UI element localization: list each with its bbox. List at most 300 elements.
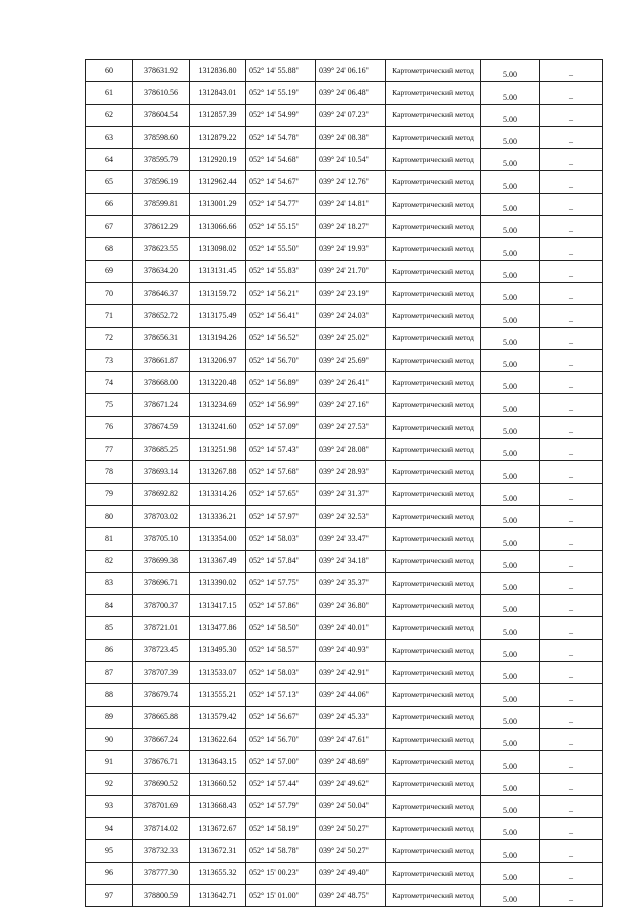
latitude-cell: 052° 14' 57.44": [246, 773, 316, 795]
longitude-cell: 039° 24' 40.01": [316, 617, 386, 639]
latitude-cell: 052° 14' 58.57": [246, 639, 316, 661]
point-number-cell: 85: [86, 617, 133, 639]
error-cell: 5.00: [481, 171, 540, 193]
point-number-cell: 65: [86, 171, 133, 193]
y-coordinate-cell: 1313660.52: [190, 773, 246, 795]
longitude-cell: 039° 24' 25.02": [316, 327, 386, 349]
description-cell: –: [540, 171, 603, 193]
x-coordinate-cell: 378661.87: [133, 349, 190, 371]
point-number-cell: 94: [86, 818, 133, 840]
error-cell: 5.00: [481, 305, 540, 327]
method-cell: Картометрический метод: [386, 104, 481, 126]
error-cell: 5.00: [481, 483, 540, 505]
latitude-cell: 052° 14' 57.84": [246, 550, 316, 572]
longitude-cell: 039° 24' 07.23": [316, 104, 386, 126]
latitude-cell: 052° 14' 56.70": [246, 349, 316, 371]
description-cell: –: [540, 416, 603, 438]
error-cell: 5.00: [481, 862, 540, 884]
y-coordinate-cell: 1313194.26: [190, 327, 246, 349]
table-row: [86, 662, 603, 684]
y-coordinate-cell: 1313672.31: [190, 840, 246, 862]
error-cell: 5.00: [481, 572, 540, 594]
longitude-cell: 039° 24' 27.53": [316, 416, 386, 438]
y-coordinate-cell: 1313533.07: [190, 662, 246, 684]
x-coordinate-cell: 378700.37: [133, 595, 190, 617]
method-cell: Картометрический метод: [386, 260, 481, 282]
error-cell: 5.00: [481, 126, 540, 148]
y-coordinate-cell: 1313354.00: [190, 528, 246, 550]
description-cell: –: [540, 260, 603, 282]
x-coordinate-cell: 378679.74: [133, 684, 190, 706]
latitude-cell: 052° 14' 57.86": [246, 595, 316, 617]
x-coordinate-cell: 378656.31: [133, 327, 190, 349]
longitude-cell: 039° 24' 47.61": [316, 728, 386, 750]
latitude-cell: 052° 14' 57.79": [246, 795, 316, 817]
error-cell: 5.00: [481, 104, 540, 126]
table-row: [86, 795, 603, 817]
longitude-cell: 039° 24' 23.19": [316, 282, 386, 304]
coordinates-table-body: [86, 60, 603, 907]
x-coordinate-cell: 378674.59: [133, 416, 190, 438]
error-cell: 5.00: [481, 662, 540, 684]
method-cell: Картометрический метод: [386, 216, 481, 238]
table-row: [86, 305, 603, 327]
point-number-cell: 95: [86, 840, 133, 862]
method-cell: Картометрический метод: [386, 171, 481, 193]
error-cell: 5.00: [481, 595, 540, 617]
x-coordinate-cell: 378732.33: [133, 840, 190, 862]
y-coordinate-cell: 1313579.42: [190, 706, 246, 728]
latitude-cell: 052° 14' 57.65": [246, 483, 316, 505]
x-coordinate-cell: 378612.29: [133, 216, 190, 238]
latitude-cell: 052° 14' 57.00": [246, 751, 316, 773]
method-cell: Картометрический метод: [386, 617, 481, 639]
description-cell: –: [540, 706, 603, 728]
method-cell: Картометрический метод: [386, 282, 481, 304]
method-cell: Картометрический метод: [386, 550, 481, 572]
latitude-cell: 052° 14' 55.50": [246, 238, 316, 260]
description-cell: –: [540, 483, 603, 505]
method-cell: Картометрический метод: [386, 238, 481, 260]
method-cell: Картометрический метод: [386, 82, 481, 104]
table-row: [86, 840, 603, 862]
y-coordinate-cell: 1313159.72: [190, 282, 246, 304]
error-cell: 5.00: [481, 372, 540, 394]
point-number-cell: 62: [86, 104, 133, 126]
table-row: [86, 572, 603, 594]
x-coordinate-cell: 378667.24: [133, 728, 190, 750]
longitude-cell: 039° 24' 12.76": [316, 171, 386, 193]
x-coordinate-cell: 378705.10: [133, 528, 190, 550]
method-cell: Картометрический метод: [386, 862, 481, 884]
point-number-cell: 78: [86, 461, 133, 483]
description-cell: –: [540, 884, 603, 906]
table-row: [86, 505, 603, 527]
y-coordinate-cell: 1312857.39: [190, 104, 246, 126]
error-cell: 5.00: [481, 528, 540, 550]
table-row: [86, 595, 603, 617]
longitude-cell: 039° 24' 49.62": [316, 773, 386, 795]
table-row: [86, 171, 603, 193]
y-coordinate-cell: 1313175.49: [190, 305, 246, 327]
error-cell: 5.00: [481, 416, 540, 438]
error-cell: 5.00: [481, 751, 540, 773]
point-number-cell: 71: [86, 305, 133, 327]
point-number-cell: 91: [86, 751, 133, 773]
description-cell: –: [540, 82, 603, 104]
method-cell: Картометрический метод: [386, 795, 481, 817]
error-cell: 5.00: [481, 706, 540, 728]
description-cell: –: [540, 394, 603, 416]
longitude-cell: 039° 24' 19.93": [316, 238, 386, 260]
coordinates-table: [85, 59, 603, 907]
method-cell: Картометрический метод: [386, 193, 481, 215]
description-cell: –: [540, 305, 603, 327]
method-cell: Картометрический метод: [386, 595, 481, 617]
error-cell: 5.00: [481, 773, 540, 795]
longitude-cell: 039° 24' 28.93": [316, 461, 386, 483]
y-coordinate-cell: 1313267.88: [190, 461, 246, 483]
point-number-cell: 68: [86, 238, 133, 260]
longitude-cell: 039° 24' 45.33": [316, 706, 386, 728]
y-coordinate-cell: 1313001.29: [190, 193, 246, 215]
table-row: [86, 349, 603, 371]
x-coordinate-cell: 378599.81: [133, 193, 190, 215]
latitude-cell: 052° 14' 56.89": [246, 372, 316, 394]
latitude-cell: 052° 14' 54.99": [246, 104, 316, 126]
error-cell: 5.00: [481, 394, 540, 416]
point-number-cell: 90: [86, 728, 133, 750]
method-cell: Картометрический метод: [386, 639, 481, 661]
longitude-cell: 039° 24' 50.27": [316, 840, 386, 862]
x-coordinate-cell: 378604.54: [133, 104, 190, 126]
method-cell: Картометрический метод: [386, 483, 481, 505]
point-number-cell: 67: [86, 216, 133, 238]
error-cell: 5.00: [481, 550, 540, 572]
error-cell: 5.00: [481, 728, 540, 750]
error-cell: 5.00: [481, 461, 540, 483]
table-row: [86, 126, 603, 148]
y-coordinate-cell: 1312843.01: [190, 82, 246, 104]
y-coordinate-cell: 1313206.97: [190, 349, 246, 371]
longitude-cell: 039° 24' 35.37": [316, 572, 386, 594]
table-row: [86, 550, 603, 572]
point-number-cell: 92: [86, 773, 133, 795]
x-coordinate-cell: 378699.38: [133, 550, 190, 572]
table-row: [86, 216, 603, 238]
point-number-cell: 97: [86, 884, 133, 906]
table-row: [86, 884, 603, 906]
latitude-cell: 052° 14' 56.67": [246, 706, 316, 728]
method-cell: Картометрический метод: [386, 728, 481, 750]
table-row: [86, 416, 603, 438]
latitude-cell: 052° 14' 54.67": [246, 171, 316, 193]
latitude-cell: 052° 14' 55.19": [246, 82, 316, 104]
x-coordinate-cell: 378595.79: [133, 149, 190, 171]
table-row: [86, 862, 603, 884]
table-row: [86, 238, 603, 260]
latitude-cell: 052° 14' 54.77": [246, 193, 316, 215]
y-coordinate-cell: 1313367.49: [190, 550, 246, 572]
latitude-cell: 052° 14' 58.19": [246, 818, 316, 840]
error-cell: 5.00: [481, 282, 540, 304]
point-number-cell: 79: [86, 483, 133, 505]
point-number-cell: 70: [86, 282, 133, 304]
method-cell: Картометрический метод: [386, 305, 481, 327]
table-row: [86, 439, 603, 461]
point-number-cell: 77: [86, 439, 133, 461]
longitude-cell: 039° 24' 06.16": [316, 60, 386, 82]
y-coordinate-cell: 1313417.15: [190, 595, 246, 617]
latitude-cell: 052° 14' 58.03": [246, 662, 316, 684]
table-row: [86, 617, 603, 639]
point-number-cell: 61: [86, 82, 133, 104]
method-cell: Картометрический метод: [386, 149, 481, 171]
longitude-cell: 039° 24' 48.75": [316, 884, 386, 906]
point-number-cell: 64: [86, 149, 133, 171]
table-row: [86, 104, 603, 126]
y-coordinate-cell: 1312920.19: [190, 149, 246, 171]
method-cell: Картометрический метод: [386, 394, 481, 416]
point-number-cell: 80: [86, 505, 133, 527]
y-coordinate-cell: 1312836.80: [190, 60, 246, 82]
x-coordinate-cell: 378631.92: [133, 60, 190, 82]
y-coordinate-cell: 1313668.43: [190, 795, 246, 817]
latitude-cell: 052° 14' 54.78": [246, 126, 316, 148]
table-row: [86, 149, 603, 171]
table-row: [86, 394, 603, 416]
method-cell: Картометрический метод: [386, 461, 481, 483]
error-cell: 5.00: [481, 884, 540, 906]
x-coordinate-cell: 378671.24: [133, 394, 190, 416]
description-cell: –: [540, 662, 603, 684]
point-number-cell: 96: [86, 862, 133, 884]
point-number-cell: 66: [86, 193, 133, 215]
y-coordinate-cell: 1313495.30: [190, 639, 246, 661]
y-coordinate-cell: 1313622.64: [190, 728, 246, 750]
x-coordinate-cell: 378777.30: [133, 862, 190, 884]
table-row: [86, 260, 603, 282]
x-coordinate-cell: 378693.14: [133, 461, 190, 483]
error-cell: 5.00: [481, 149, 540, 171]
method-cell: Картометрический метод: [386, 884, 481, 906]
latitude-cell: 052° 14' 56.70": [246, 728, 316, 750]
point-number-cell: 84: [86, 595, 133, 617]
description-cell: –: [540, 840, 603, 862]
description-cell: –: [540, 60, 603, 82]
latitude-cell: 052° 14' 57.43": [246, 439, 316, 461]
point-number-cell: 60: [86, 60, 133, 82]
longitude-cell: 039° 24' 06.48": [316, 82, 386, 104]
x-coordinate-cell: 378701.69: [133, 795, 190, 817]
longitude-cell: 039° 24' 44.06": [316, 684, 386, 706]
method-cell: Картометрический метод: [386, 60, 481, 82]
y-coordinate-cell: 1313336.21: [190, 505, 246, 527]
x-coordinate-cell: 378665.88: [133, 706, 190, 728]
table-row: [86, 372, 603, 394]
x-coordinate-cell: 378696.71: [133, 572, 190, 594]
longitude-cell: 039° 24' 50.04": [316, 795, 386, 817]
description-cell: –: [540, 862, 603, 884]
description-cell: –: [540, 149, 603, 171]
y-coordinate-cell: 1313642.71: [190, 884, 246, 906]
latitude-cell: 052° 14' 54.68": [246, 149, 316, 171]
method-cell: Картометрический метод: [386, 505, 481, 527]
point-number-cell: 93: [86, 795, 133, 817]
x-coordinate-cell: 378668.00: [133, 372, 190, 394]
y-coordinate-cell: 1313220.48: [190, 372, 246, 394]
x-coordinate-cell: 378598.60: [133, 126, 190, 148]
y-coordinate-cell: 1313314.26: [190, 483, 246, 505]
method-cell: Картометрический метод: [386, 840, 481, 862]
table-row: [86, 639, 603, 661]
latitude-cell: 052° 14' 55.83": [246, 260, 316, 282]
error-cell: 5.00: [481, 639, 540, 661]
y-coordinate-cell: 1313066.66: [190, 216, 246, 238]
x-coordinate-cell: 378685.25: [133, 439, 190, 461]
y-coordinate-cell: 1313241.60: [190, 416, 246, 438]
y-coordinate-cell: 1313672.67: [190, 818, 246, 840]
x-coordinate-cell: 378596.19: [133, 171, 190, 193]
table-row: [86, 282, 603, 304]
error-cell: 5.00: [481, 60, 540, 82]
point-number-cell: 73: [86, 349, 133, 371]
method-cell: Картометрический метод: [386, 439, 481, 461]
longitude-cell: 039° 24' 49.40": [316, 862, 386, 884]
longitude-cell: 039° 24' 10.54": [316, 149, 386, 171]
x-coordinate-cell: 378676.71: [133, 751, 190, 773]
point-number-cell: 88: [86, 684, 133, 706]
y-coordinate-cell: 1313251.98: [190, 439, 246, 461]
description-cell: –: [540, 193, 603, 215]
longitude-cell: 039° 24' 21.70": [316, 260, 386, 282]
longitude-cell: 039° 24' 42.91": [316, 662, 386, 684]
longitude-cell: 039° 24' 25.69": [316, 349, 386, 371]
method-cell: Картометрический метод: [386, 751, 481, 773]
x-coordinate-cell: 378692.82: [133, 483, 190, 505]
description-cell: –: [540, 505, 603, 527]
latitude-cell: 052° 15' 01.00": [246, 884, 316, 906]
x-coordinate-cell: 378623.55: [133, 238, 190, 260]
longitude-cell: 039° 24' 31.37": [316, 483, 386, 505]
description-cell: –: [540, 572, 603, 594]
description-cell: –: [540, 327, 603, 349]
description-cell: –: [540, 349, 603, 371]
table-row: [86, 751, 603, 773]
description-cell: –: [540, 617, 603, 639]
point-number-cell: 63: [86, 126, 133, 148]
error-cell: 5.00: [481, 818, 540, 840]
x-coordinate-cell: 378634.20: [133, 260, 190, 282]
description-cell: –: [540, 728, 603, 750]
x-coordinate-cell: 378714.02: [133, 818, 190, 840]
latitude-cell: 052° 14' 57.09": [246, 416, 316, 438]
y-coordinate-cell: 1313655.32: [190, 862, 246, 884]
x-coordinate-cell: 378610.56: [133, 82, 190, 104]
latitude-cell: 052° 14' 56.41": [246, 305, 316, 327]
x-coordinate-cell: 378707.39: [133, 662, 190, 684]
longitude-cell: 039° 24' 36.80": [316, 595, 386, 617]
point-number-cell: 75: [86, 394, 133, 416]
point-number-cell: 83: [86, 572, 133, 594]
latitude-cell: 052° 14' 57.13": [246, 684, 316, 706]
y-coordinate-cell: 1313131.45: [190, 260, 246, 282]
point-number-cell: 89: [86, 706, 133, 728]
latitude-cell: 052° 15' 00.23": [246, 862, 316, 884]
error-cell: 5.00: [481, 505, 540, 527]
longitude-cell: 039° 24' 33.47": [316, 528, 386, 550]
table-row: [86, 773, 603, 795]
longitude-cell: 039° 24' 27.16": [316, 394, 386, 416]
longitude-cell: 039° 24' 50.27": [316, 818, 386, 840]
description-cell: –: [540, 126, 603, 148]
y-coordinate-cell: 1313098.02: [190, 238, 246, 260]
table-row: [86, 60, 603, 82]
y-coordinate-cell: 1313643.15: [190, 751, 246, 773]
point-number-cell: 74: [86, 372, 133, 394]
longitude-cell: 039° 24' 24.03": [316, 305, 386, 327]
latitude-cell: 052° 14' 56.21": [246, 282, 316, 304]
table-row: [86, 684, 603, 706]
description-cell: –: [540, 550, 603, 572]
x-coordinate-cell: 378723.45: [133, 639, 190, 661]
error-cell: 5.00: [481, 349, 540, 371]
description-cell: –: [540, 104, 603, 126]
longitude-cell: 039° 24' 48.69": [316, 751, 386, 773]
table-row: [86, 483, 603, 505]
description-cell: –: [540, 818, 603, 840]
longitude-cell: 039° 24' 34.18": [316, 550, 386, 572]
description-cell: –: [540, 528, 603, 550]
error-cell: 5.00: [481, 216, 540, 238]
error-cell: 5.00: [481, 795, 540, 817]
longitude-cell: 039° 24' 28.08": [316, 439, 386, 461]
point-number-cell: 72: [86, 327, 133, 349]
latitude-cell: 052° 14' 58.50": [246, 617, 316, 639]
error-cell: 5.00: [481, 82, 540, 104]
method-cell: Картометрический метод: [386, 372, 481, 394]
longitude-cell: 039° 24' 18.27": [316, 216, 386, 238]
y-coordinate-cell: 1313390.02: [190, 572, 246, 594]
latitude-cell: 052° 14' 57.75": [246, 572, 316, 594]
x-coordinate-cell: 378652.72: [133, 305, 190, 327]
latitude-cell: 052° 14' 56.99": [246, 394, 316, 416]
error-cell: 5.00: [481, 327, 540, 349]
table-row: [86, 728, 603, 750]
y-coordinate-cell: 1313234.69: [190, 394, 246, 416]
description-cell: –: [540, 795, 603, 817]
latitude-cell: 052° 14' 58.78": [246, 840, 316, 862]
point-number-cell: 69: [86, 260, 133, 282]
method-cell: Картометрический метод: [386, 706, 481, 728]
error-cell: 5.00: [481, 684, 540, 706]
latitude-cell: 052° 14' 55.88": [246, 60, 316, 82]
latitude-cell: 052° 14' 55.15": [246, 216, 316, 238]
description-cell: –: [540, 461, 603, 483]
longitude-cell: 039° 24' 32.53": [316, 505, 386, 527]
point-number-cell: 82: [86, 550, 133, 572]
table-row: [86, 82, 603, 104]
y-coordinate-cell: 1313477.86: [190, 617, 246, 639]
point-number-cell: 76: [86, 416, 133, 438]
x-coordinate-cell: 378646.37: [133, 282, 190, 304]
description-cell: –: [540, 216, 603, 238]
longitude-cell: 039° 24' 26.41": [316, 372, 386, 394]
point-number-cell: 86: [86, 639, 133, 661]
description-cell: –: [540, 372, 603, 394]
method-cell: Картометрический метод: [386, 416, 481, 438]
latitude-cell: 052° 14' 57.68": [246, 461, 316, 483]
